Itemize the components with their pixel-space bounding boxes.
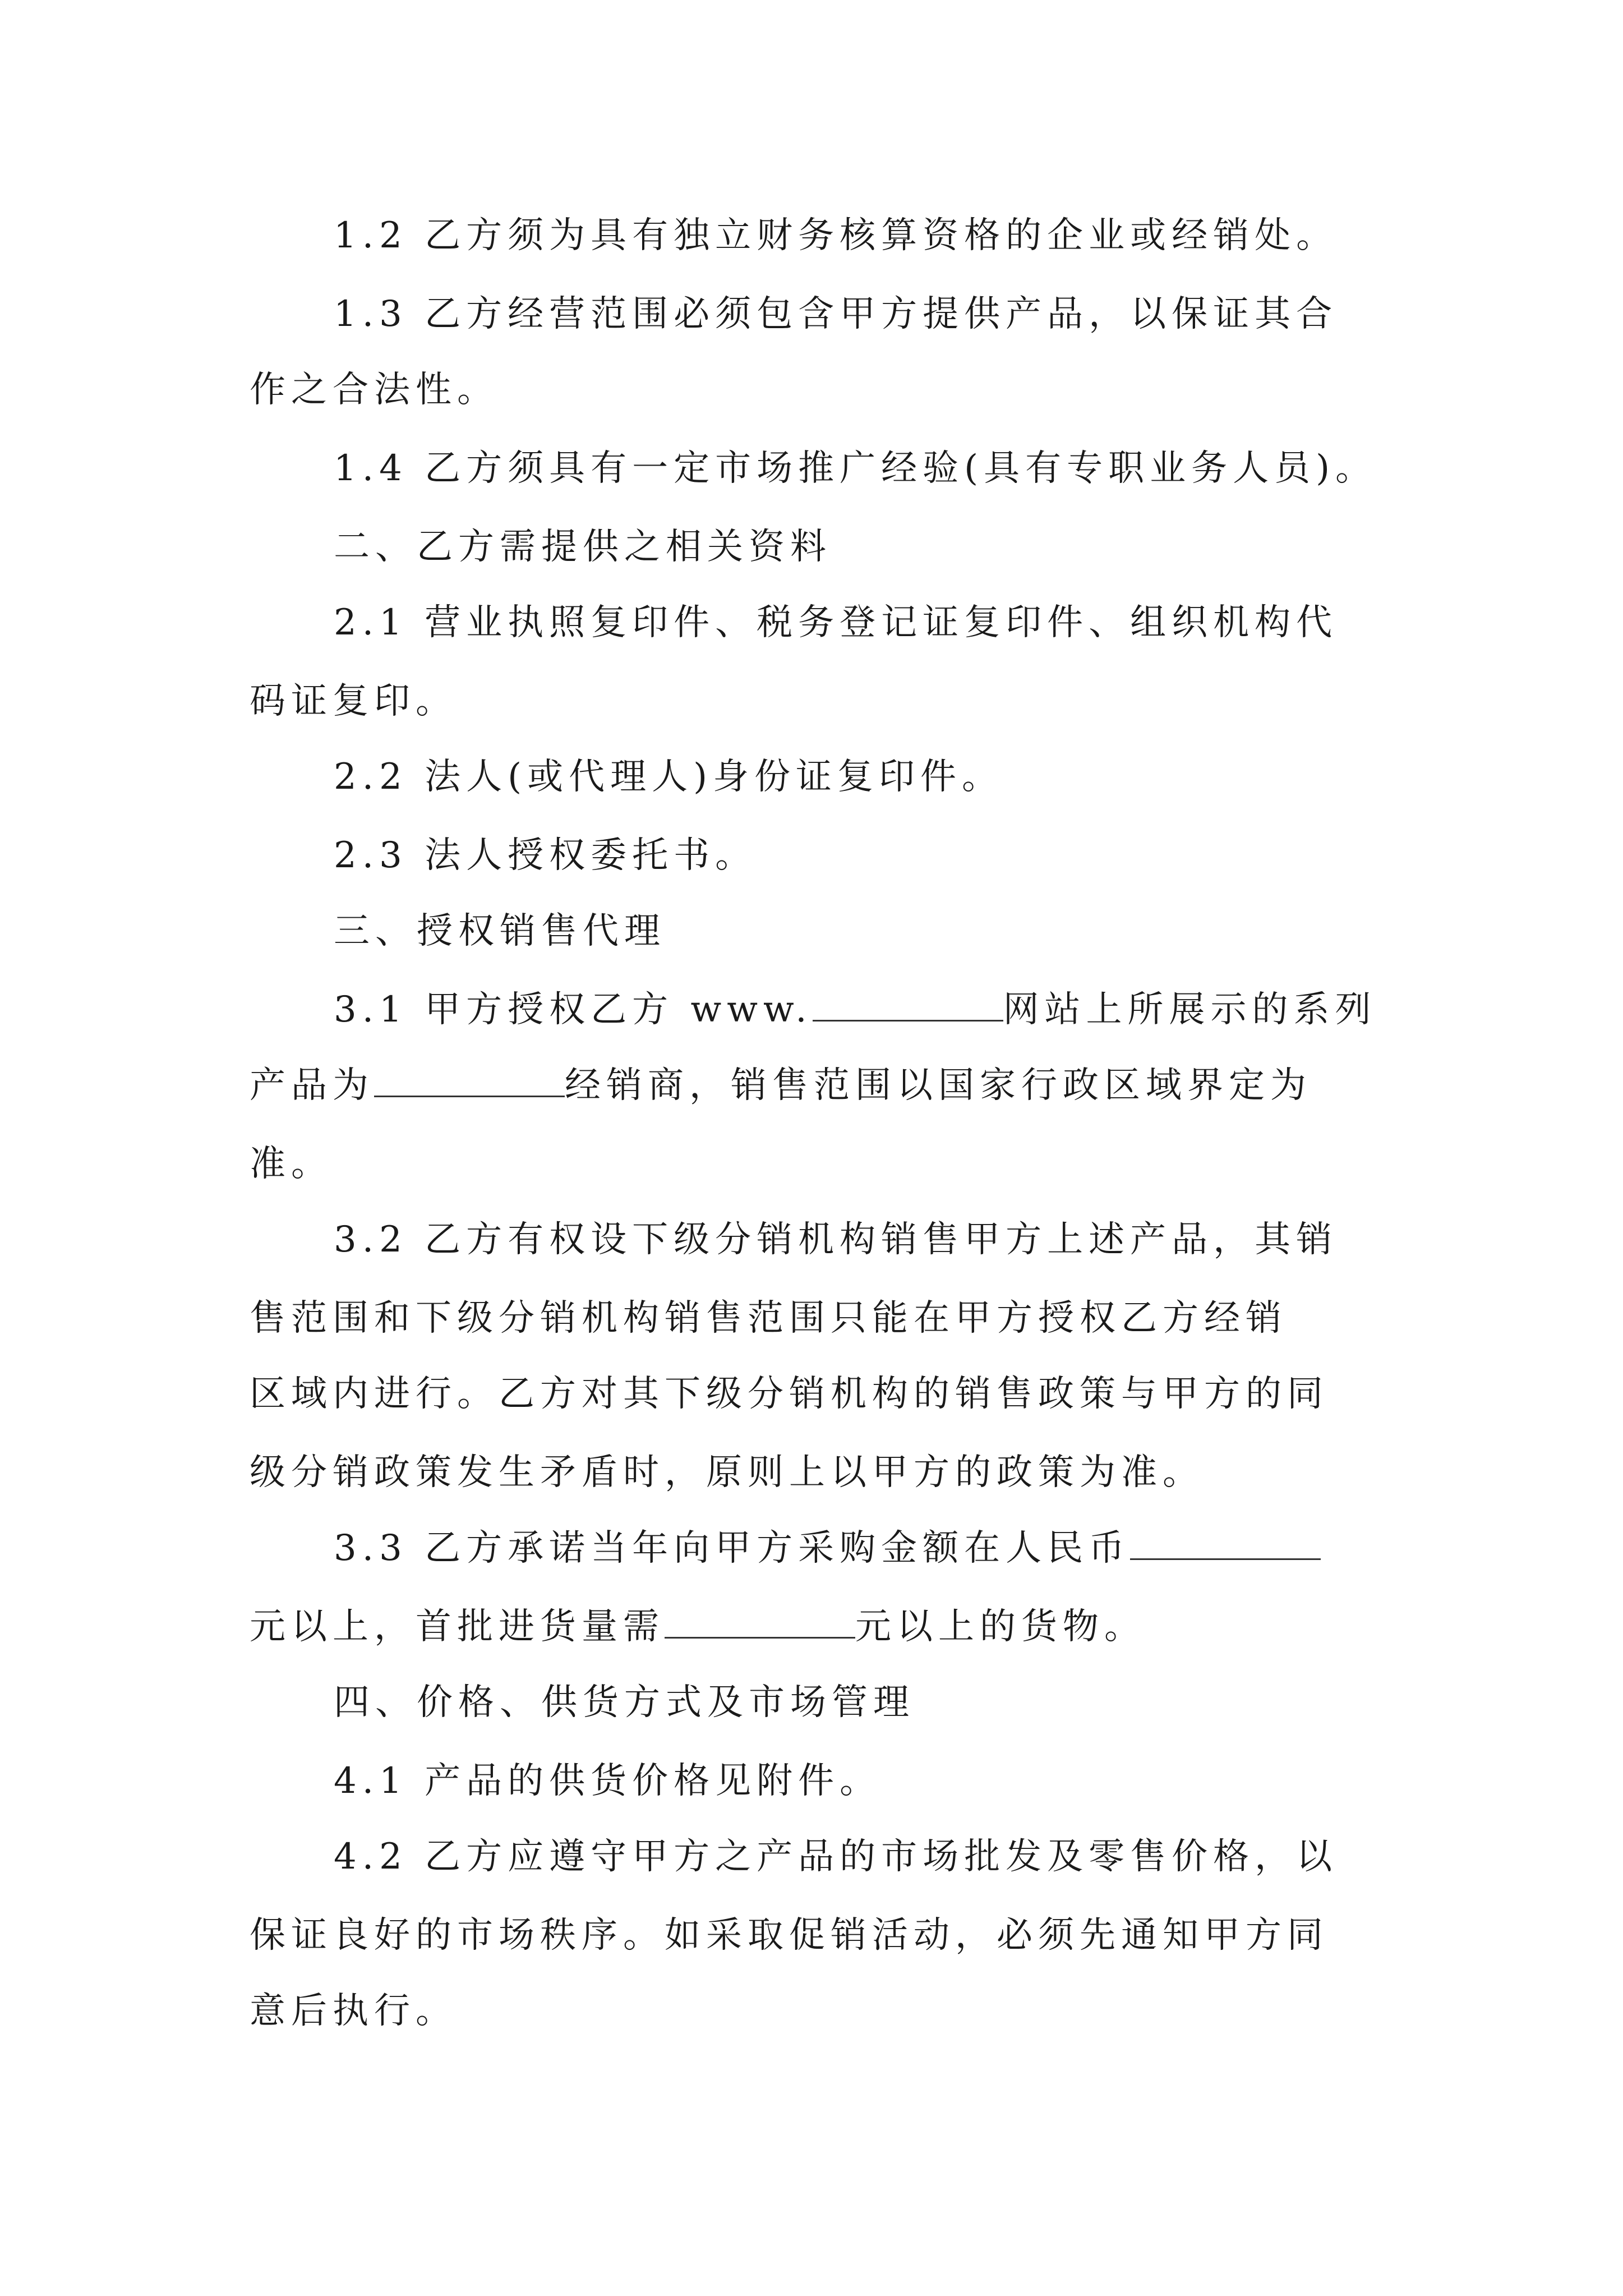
clause-3-1-text-a: 3.1 甲方授权乙方 www. [334, 989, 813, 1030]
annual-purchase-blank [1130, 1527, 1321, 1560]
clause-3-1-cont [250, 1063, 1312, 1108]
clause-3-1-cont-b: 经销商，销售范围以国家行政区域界定为 [565, 1065, 1312, 1106]
section-3-heading: 三、授权销售代理 [334, 910, 666, 952]
clause-3-3-cont-b: 元以上的货物。 [855, 1606, 1146, 1648]
clause-3-2-cont-3: 级分销政策发生矛盾时，原则上以甲方的政策为准。 [250, 1452, 1204, 1493]
clause-1-2: 1.2 乙方须为具有独立财务核算资格的企业或经销处。 [334, 215, 1338, 256]
clause-3-2: 3.2 乙方有权设下级分销机构销售甲方上述产品，其销 [334, 1219, 1338, 1260]
first-order-blank [665, 1605, 855, 1639]
clause-1-3-cont: 作之合法性。 [250, 369, 499, 411]
clause-2-1: 2.1 营业执照复印件、税务登记证复印件、组织机构代 [334, 602, 1338, 643]
section-4-heading: 四、价格、供货方式及市场管理 [334, 1682, 915, 1723]
clause-1-3: 1.3 乙方经营范围必须包含甲方提供产品，以保证其合 [334, 293, 1338, 335]
section-2-heading: 二、乙方需提供之相关资料 [334, 526, 832, 568]
clause-3-3-text: 3.3 乙方承诺当年向甲方采购金额在人民币 [334, 1527, 1131, 1569]
clause-4-2-cont-1: 保证良好的市场秩序。如采取促销活动，必须先通知甲方同 [250, 1915, 1329, 1956]
clause-3-3 [334, 1526, 1321, 1571]
website-blank [813, 988, 1003, 1022]
clause-2-1-cont: 码证复印。 [250, 680, 457, 722]
clause-3-1-cont-a: 产品为 [250, 1065, 374, 1106]
clause-2-3: 2.3 法人授权委托书。 [334, 835, 757, 876]
clause-1-4: 1.4 乙方须具有一定市场推广经验(具有专职业务人员)。 [334, 448, 1377, 489]
clause-3-2-cont-2: 区域内进行。乙方对其下级分销机构的销售政策与甲方的同 [250, 1373, 1329, 1415]
clause-4-2-cont-2: 意后执行。 [250, 1990, 457, 2032]
clause-3-1-end: 准。 [250, 1143, 333, 1185]
clause-4-2: 4.2 乙方应遵守甲方之产品的市场批发及零售价格，以 [334, 1836, 1338, 1878]
distributor-level-blank [374, 1064, 565, 1097]
clause-3-2-cont-1: 售范围和下级分销机构销售范围只能在甲方授权乙方经销 [250, 1297, 1287, 1339]
clause-3-3-cont-a: 元以上，首批进货量需 [250, 1606, 665, 1648]
clause-3-1-text-b: 网站上所展示的系列 [1003, 989, 1377, 1030]
clause-2-2: 2.2 法人(或代理人)身份证复印件。 [334, 756, 1004, 798]
clause-3-1 [334, 987, 1377, 1032]
clause-4-1: 4.1 产品的供货价格见附件。 [334, 1760, 882, 1802]
clause-3-3-cont [250, 1604, 1146, 1649]
